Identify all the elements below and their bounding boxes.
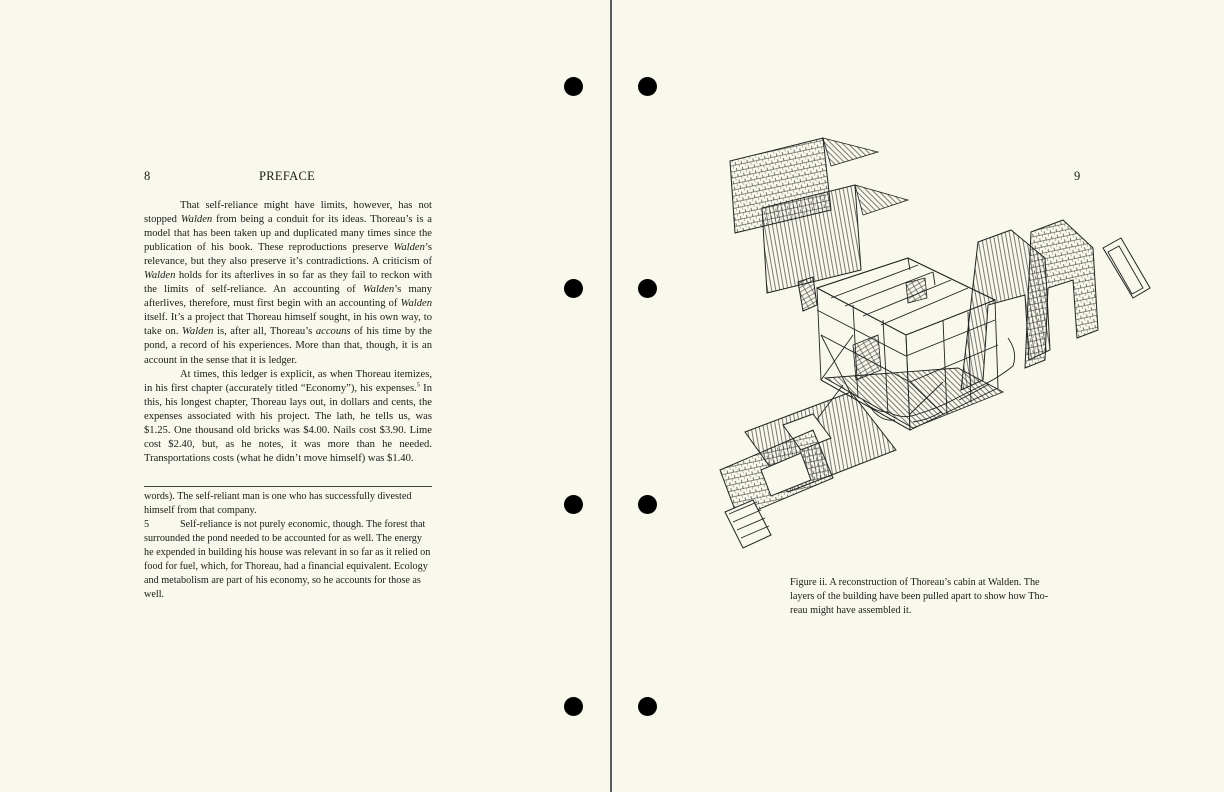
exploded-cabin-illustration [713,130,1163,555]
binder-hole [638,77,657,96]
caption-line-1: Figure ii. A reconstruction of Thoreau’s cabin at Walden. The [790,577,1040,588]
text-run: is, after all, Thoreau’s [213,326,316,338]
footnote-rule [144,486,432,487]
italic-title: Walden [144,270,176,282]
italic-title: Walden [362,284,395,296]
footnote-continuation: words). The self-reliant man is one who has successfully divested himself from that company. [144,491,412,517]
text-run: ’s many afterlives, therefore, must first begin with an accounting of [144,284,432,310]
right-page [613,0,1224,792]
text-run: That self-reliance might have limits, however, has not stopped [144,200,432,226]
binder-hole [638,495,657,514]
page-number-right: 9 [1074,169,1081,183]
binder-hole [564,495,583,514]
figure-caption [790,576,1072,618]
door-panel [1103,238,1150,298]
italic-title: Walden [400,298,432,310]
text-run: from being a conduit for its ideas. Thoreau’s is a model that has been taken up and duplicated many times since the publication of his book. These reproductions preserve [144,214,432,254]
text-run: ’s relevance, but they also preserve it’s contradictions. A criticism of [144,242,432,268]
binder-hole [564,77,583,96]
paragraph-1 [144,199,432,368]
caption-line-2: layers of the building have been pulled apart to show how Tho- [790,591,1049,602]
italic-title: Walden [393,242,425,254]
italic-title: Walden [182,326,214,338]
text-run: of his time by the pond, a record of his experiences. More than that, though, it is an account in the sense that it is ledger. [144,326,432,366]
footnote-5 [144,518,432,602]
text-run: itself. It’s a project that Thoreau himself sought, in his own way, to take on. [144,312,432,338]
body-text [144,199,432,466]
italic-title: Walden [180,214,213,226]
running-head: PREFACE [259,169,316,183]
text-run: At times, this ledger is explicit, as when Thoreau itemizes, in his first chapter (accurately titled “Economy”), his expenses. [144,368,432,394]
gable-wall-panel-shingled [1025,220,1098,368]
footnote-marker: 5 [416,381,420,389]
italic-title: accouns [315,326,351,338]
text-run: In this, his longest chapter, Thoreau lays out, in dollars and cents, the expenses associated with his project. The lath, he tells us, was $1.25. One thousand old bricks was $4.00. Nails cost $3.90. Lime cost $2.40, but, as he notes, it was more than he needed. Transportations costs (what he didn’t move himself) was $1.40. [144,382,432,464]
binder-hole [564,279,583,298]
binder-hole [564,697,583,716]
paragraph-2 [144,368,432,466]
text-run: holds for its afterlives in so far as they fail to reckon with the limits of self-reliance. An accounting of [144,270,432,296]
chimney [798,277,817,311]
binder-hole [638,279,657,298]
binder-hole [638,697,657,716]
footnote-number: 5 [144,519,150,531]
caption-line-3: reau might have assembled it. [790,605,912,616]
footnotes [144,490,432,602]
footnote-text: Self-reliance is not purely economic, though. The forest that surrounded the pond needed to be accounted for as well. The energy he expended in building his house was relevant in so far as it relied on food for fuel, which, for Thoreau, had a financial equivalent. Ecology and metabolism are part of his economy, so he accounts for those as well. [144,519,431,601]
left-page [0,0,611,792]
page-number-left: 8 [144,169,151,183]
